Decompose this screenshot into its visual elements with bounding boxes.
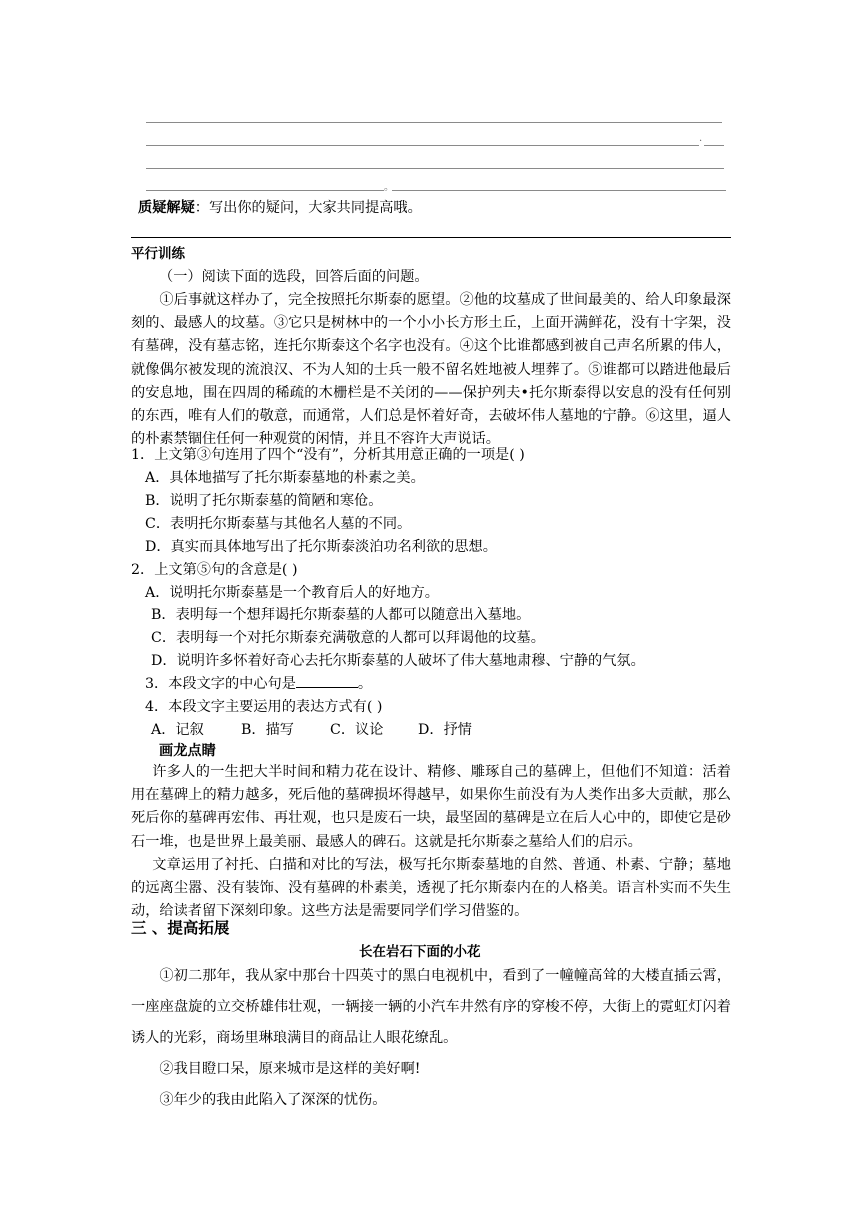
q1-option-a[interactable]: A．具体地描写了托尔斯泰墓地的朴素之美。	[145, 470, 425, 486]
q1-option-b[interactable]: B．说明了托尔斯泰墓的简陋和寒伧。	[145, 493, 383, 509]
q4-option-d[interactable]: D．抒情	[418, 722, 472, 738]
q1-option-c[interactable]: C．表明托尔斯泰墓与其他名人墓的不同。	[145, 516, 412, 532]
q2-option-a[interactable]: A．说明托尔斯泰墓是一个教育后人的好地方。	[145, 585, 439, 601]
q2-option-b[interactable]: B．表明每一个想拜谒托尔斯泰墓的人都可以随意出入墓地。	[151, 607, 531, 623]
answer-line-4b	[392, 190, 726, 191]
finishing-paragraph-1: 许多人的一生把大半时间和精力花在设计、精修、雕琢自己的墓碑上，但他们不知道：活着用在墓碑上的精力越多，死后他的墓碑损坏得越早，如果你生前没有为人类作出多大贡献，那么死后你的墓碑再宏伟、再壮观，也只是废石一块，最坚固的墓碑是立在后人心中的，即使它是砂石一堆，也是世界上最美丽、最感人的碑石。这就是托尔斯泰之墓给人们的启示。	[131, 764, 731, 850]
answer-line-2-tail	[704, 145, 724, 146]
q3-stem	[145, 673, 372, 696]
q4-option-c[interactable]: C．议论	[330, 722, 384, 738]
practice-intro: （一）阅读下面的选段，回答后面的问题。	[159, 269, 429, 285]
extension-heading: 三 、提高拓展	[131, 918, 230, 937]
practice-heading: 平行训练	[131, 246, 185, 262]
q1-stem: 1．上文第③句连用了四个“没有”，分析其用意正确的一项是( )	[131, 447, 525, 463]
q4-option-b[interactable]: B．描写	[241, 722, 294, 738]
story-paragraph-2: ②我目瞪口呆，原来城市是这样的美好啊!	[159, 1061, 421, 1077]
finishing-heading: 画龙点睛	[159, 743, 216, 759]
q2-option-d[interactable]: D．说明许多怀着好奇心去托尔斯泰墓的人破坏了伟大墓地肃穆、宁静的气氛。	[151, 653, 645, 669]
question-prompt-text: ：写出你的疑问，大家共同提高哦。	[194, 200, 422, 216]
q3-answer-blank[interactable]	[296, 673, 358, 688]
answer-line-4a	[146, 190, 384, 191]
answer-line-4-mark: 。	[384, 182, 394, 193]
answer-line-2	[146, 145, 699, 146]
q4-stem: 4．本段文字主要运用的表达方式有( )	[145, 699, 383, 715]
q4-option-a[interactable]: A．记叙	[151, 722, 204, 738]
practice-passage: ①后事就这样办了，完全按照托尔斯泰的愿望。②他的坟墓成了世间最美的、给人印象最深刻的、最感人的坟墓。③它只是树林中的一个小小长方形土丘，上面开满鲜花，没有十字架，没有墓碑，没有墓志铭，连托尔斯泰这个名字也没有。④这个比谁都感到被自己声名所累的伟人，就像偶尔被发现的流浪汉、不为人知的士兵一般不留名姓地被人埋葬了。⑤谁都可以踏进他最后的安息地，围在四周的稀疏的木栅栏是不关闭的——保护列夫•托尔斯泰得以安息的没有任何别的东西，唯有人们的敬意，而通常，人们总是怀着好奇，去破坏伟人墓地的宁静。⑥这里，逼人的朴素禁锢住任何一种观赏的闲情，并且不容许大声说话。	[131, 292, 731, 448]
answer-line-3	[146, 168, 724, 169]
story-paragraph-3: ③年少的我由此陷入了深深的忧伤。	[159, 1092, 387, 1108]
story-paragraph-1: ①初二那年，我从家中那台十四英寸的黑白电视机中，看到了一幢幢高耸的大楼直插云霄，一座座盘旋的立交桥雄伟壮观，一辆接一辆的小汽车井然有序的穿梭不停，大街上的霓虹灯闪着诱人的光彩，商场里琳琅满目的商品让人眼花缭乱。	[131, 968, 731, 1046]
question-prompt	[138, 197, 422, 220]
answer-line-2-mark: .	[699, 133, 703, 144]
q1-option-d[interactable]: D．真实而具体地写出了托尔斯泰淡泊功名利欲的思想。	[145, 539, 497, 555]
finishing-paragraph-2: 文章运用了衬托、白描和对比的写法，极写托尔斯泰墓地的自然、普通、朴素、宁静；墓地的远离尘嚣、没有装饰、没有墓碑的朴素美，透视了托尔斯泰内在的人格美。语言朴实而不失生动，给读者留下深刻印象。这些方法是需要同学们学习借鉴的。	[131, 857, 731, 920]
answer-line-1	[146, 122, 722, 123]
q2-option-c[interactable]: C．表明每一个对托尔斯泰充满敬意的人都可以拜谒他的坟墓。	[151, 630, 545, 646]
question-prompt-label: 质疑解疑	[138, 200, 195, 216]
q3-stem-text: 3．本段文字的中心句是	[145, 676, 296, 692]
q2-stem: 2．上文第⑤句的含意是( )	[131, 562, 298, 578]
story-title: 长在岩石下面的小花	[359, 944, 481, 960]
section-divider	[131, 237, 731, 238]
q3-stem-end: 。	[357, 676, 373, 692]
